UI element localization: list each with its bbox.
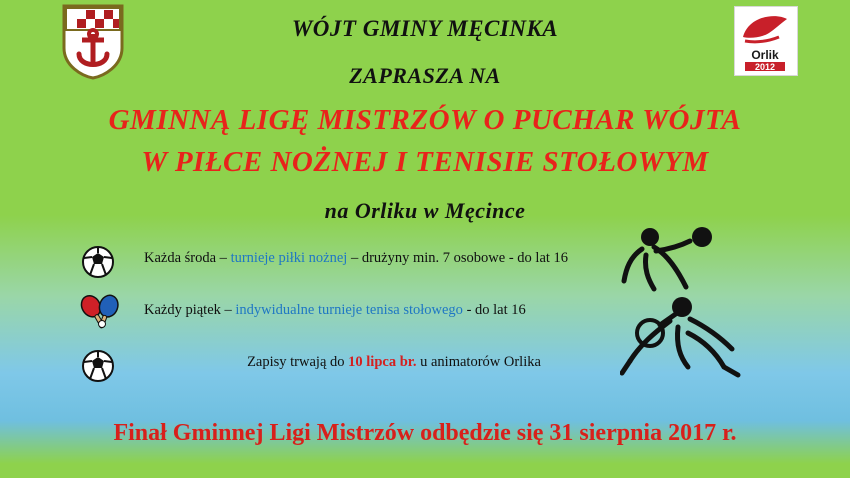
footer-text: Finał Gminnej Ligi Mistrzów odbędzie się 31 sierpnia 2017 r. <box>113 420 737 446</box>
heading-line-2: ZAPRASZA NA <box>349 63 501 88</box>
svg-text:Orlik: Orlik <box>751 48 779 62</box>
soccer-ball-icon <box>78 346 124 388</box>
athletes-illustration <box>620 215 840 400</box>
soccer-ball-icon <box>78 242 124 284</box>
event-list <box>78 240 638 396</box>
row3-post: u animatorów Orlika <box>420 354 541 370</box>
row1-post: – drużyny min. 7 osobowe - do lat 16 <box>350 250 569 266</box>
list-item-text <box>144 354 644 371</box>
svg-text:2012: 2012 <box>754 62 776 72</box>
heading-line-5: na Orliku w Męcince <box>324 198 526 223</box>
list-item <box>78 292 638 344</box>
row2-post: - do lat 16 <box>466 302 526 318</box>
list-item <box>78 240 638 292</box>
row2-highlight: indywidualne turnieje tenisa stołowego <box>235 302 463 318</box>
heading-line-3: GMINNĄ LIGĘ MISTRZÓW O PUCHAR WÓJTA <box>108 104 742 136</box>
row3-pre: Zapisy trwają do <box>247 354 345 370</box>
list-item <box>78 344 638 396</box>
heading-line-1: WÓJT GMINY MĘCINKA <box>291 16 559 41</box>
heading-line-4: W PIŁCE NOŻNEJ I TENISIE STOŁOWYM <box>141 146 709 178</box>
row1-highlight: turnieje piłki nożnej <box>230 250 348 266</box>
list-item-text <box>144 302 644 319</box>
row3-highlight: 10 lipca br. <box>348 354 417 370</box>
row2-pre: Każdy piątek – <box>144 302 232 318</box>
list-item-text <box>144 250 644 267</box>
row1-pre: Każda środa – <box>144 250 227 266</box>
table-tennis-icon <box>78 294 124 336</box>
